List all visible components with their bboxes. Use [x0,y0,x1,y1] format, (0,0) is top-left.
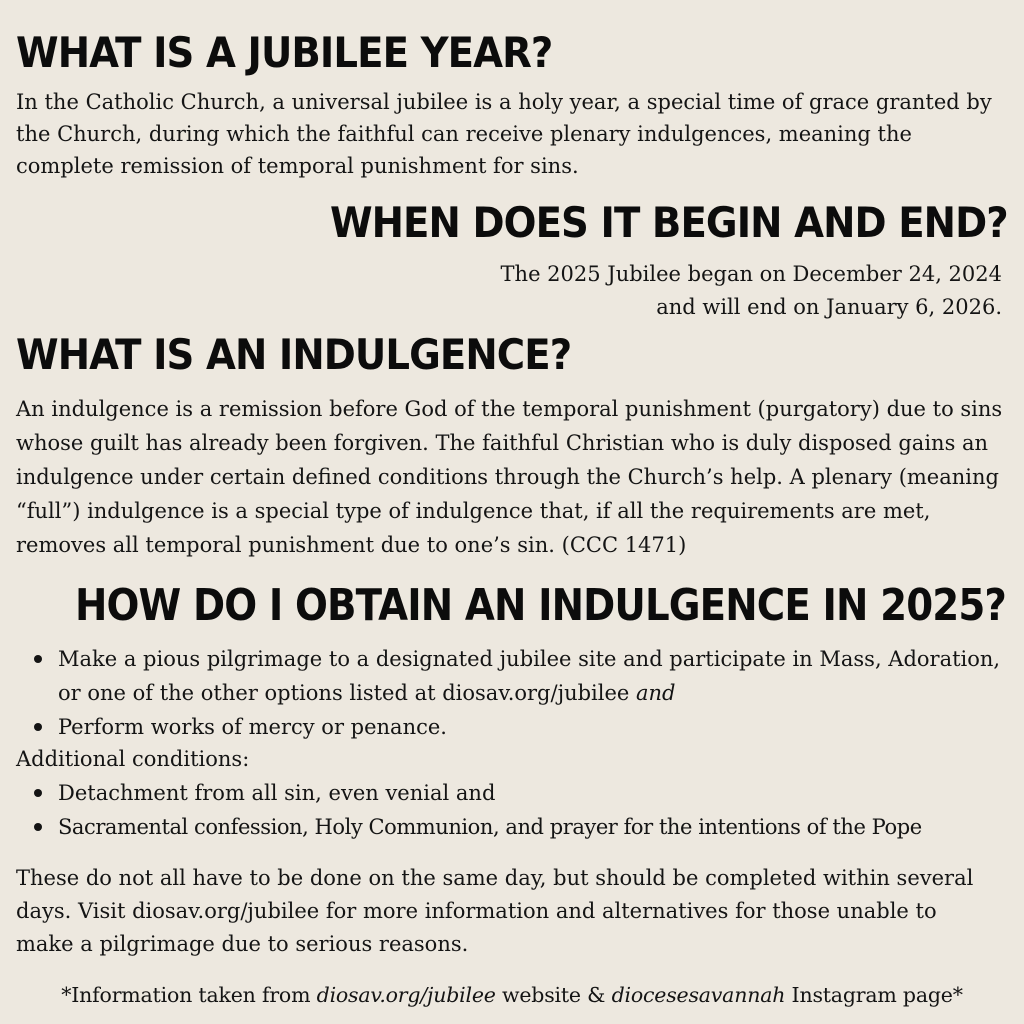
jubilee-start-date: The 2025 Jubilee began on December 24, 2024 [500,262,1002,286]
requirement-pilgrimage: Make a pious pilgrimage to a designated jubilee site and participate in Mass, Adoration, or one of the other options listed at diosav.org/jubilee [58,647,1001,705]
requirement-and-emphasis: and [636,681,676,705]
condition-detachment: Detachment from all sin, even venial and [58,781,496,805]
footer-site: diosav.org/jubilee [316,983,496,1007]
heading-what-is-jubilee: WHAT IS A JUBILEE YEAR? [16,28,553,77]
footer-suffix: Instagram page* [785,983,963,1007]
jubilee-end-date: and will end on January 6, 2026. [656,295,1002,319]
requirement-works-of-mercy: Perform works of mercy or penance. [58,715,447,739]
heading-what-is-indulgence: WHAT IS AN INDULGENCE? [16,330,572,379]
footer-instagram: diocesesavannah [611,983,786,1007]
conditions-list [16,776,1024,844]
jubilee-definition: In the Catholic Church, a universal jubilee is a holy year, a special time of grace granted by the Church, during which the faithful can receive plenary indulgences, meaning the complete remission of temporal punishment for sins. [16,90,992,178]
requirements-list [16,642,1016,744]
completion-note: These do not all have to be done on the same day, but should be completed within several days. Visit diosav.org/jubilee for more information and alternatives for those unable to make a pilgrimage due to serious reasons. [16,866,974,956]
list-item [16,642,1016,710]
additional-conditions-label: Additional conditions: [16,747,250,771]
list-item [16,710,1016,744]
indulgence-definition: An indulgence is a remission before God of the temporal punishment (purgatory) due to sins whose guilt has already been forgiven. The faithful Christian who is duly disposed gains an indulgence under certain defined conditions through the Church’s help. A plenary (meaning “full”) indulgence is a special type of indulgence that, if all the requirements are met, removes all temporal punishment due to one’s sin. (CCC 1471) [16,397,1003,557]
condition-confession: Sacramental confession, Holy Communion, and prayer for the intentions of the Pope [58,815,922,839]
footer-middle: website & [495,983,612,1007]
footer-prefix: *Information taken from [61,983,317,1007]
list-item [16,810,1024,844]
heading-how-to-obtain: HOW DO I OBTAIN AN INDULGENCE IN 2025? [74,580,1006,631]
source-footer [0,979,1024,1011]
list-item [16,776,1024,810]
heading-begin-end: WHEN DOES IT BEGIN AND END? [330,198,1008,247]
